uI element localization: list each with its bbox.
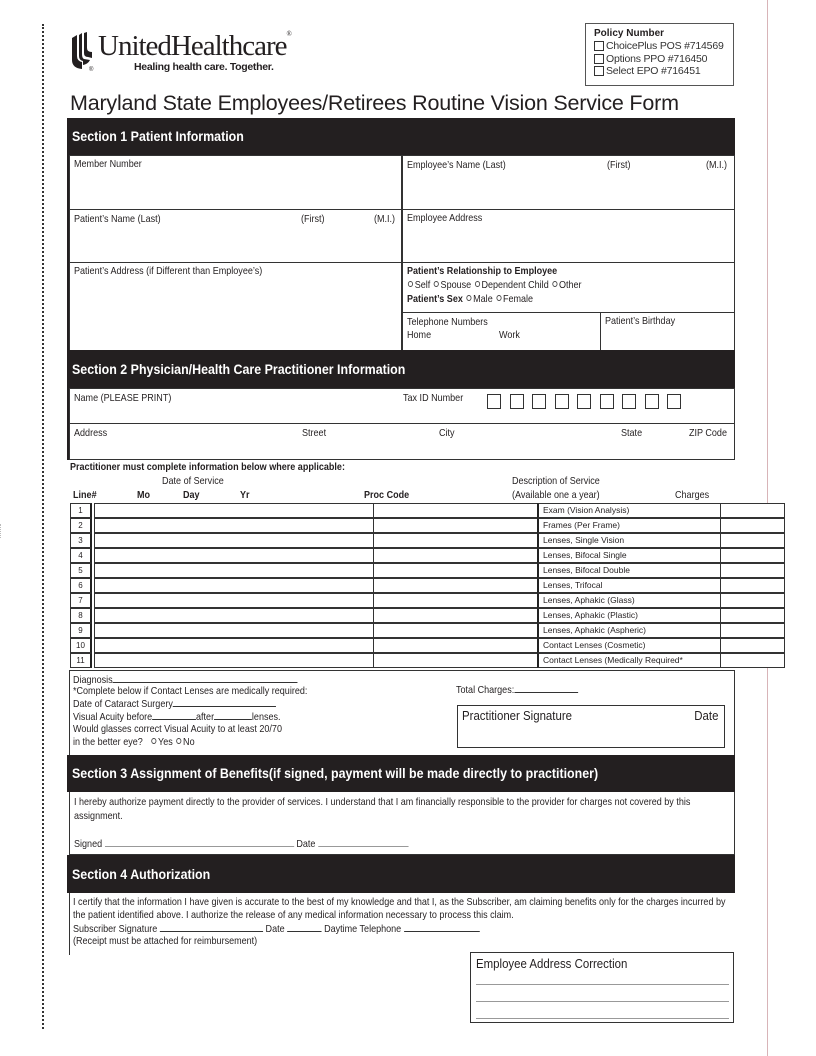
patient-name-field[interactable] <box>69 209 402 263</box>
sex-label: Patient’s Sex <box>407 293 463 305</box>
service-description: Lenses, Single Vision <box>537 533 721 548</box>
service-line-row <box>70 533 735 548</box>
relationship-option-self[interactable] <box>407 279 430 291</box>
daytime-telephone-line[interactable] <box>404 922 480 932</box>
radio-button[interactable] <box>475 281 480 287</box>
section4-date-label: Date <box>265 923 285 935</box>
charges-cell[interactable] <box>720 578 785 593</box>
service-description: Frames (Per Frame) <box>537 518 721 533</box>
radio-button[interactable] <box>434 281 439 287</box>
patient-name-last-label: Patient’s Name (Last) <box>74 213 161 225</box>
checkbox[interactable] <box>594 54 604 64</box>
service-description: Lenses, Bifocal Double <box>537 563 721 578</box>
practitioner-name-field[interactable] <box>69 388 735 424</box>
margin-mark <box>0 524 4 538</box>
description-header: Description of Service <box>512 475 600 487</box>
proc-code-cell[interactable] <box>373 593 538 608</box>
total-charges-line[interactable] <box>514 683 578 693</box>
tax-id-digit-box[interactable] <box>487 394 501 409</box>
proc-code-cell[interactable] <box>373 563 538 578</box>
option-label: Yes <box>158 736 173 748</box>
total-charges-row <box>456 683 578 696</box>
service-description: Lenses, Aphakic (Aspheric) <box>537 623 721 638</box>
glasses-yes-option[interactable] <box>150 736 172 748</box>
option-label: Male <box>473 293 493 305</box>
cataract-label: Date of Cataract Surgery <box>73 698 173 710</box>
tax-id-label: Tax ID Number <box>403 392 464 404</box>
service-line-row <box>70 563 735 578</box>
practitioner-address-field[interactable] <box>69 423 735 460</box>
tax-id-digit-box[interactable] <box>645 394 659 409</box>
proc-code-cell[interactable] <box>373 638 538 653</box>
proc-code-cell[interactable] <box>373 533 538 548</box>
service-line-row <box>70 623 735 638</box>
date-of-service-cell[interactable] <box>94 653 374 668</box>
practitioner-name-label: Name (PLEASE PRINT) <box>74 392 172 404</box>
charges-cell[interactable] <box>720 503 785 518</box>
service-line-row <box>70 608 735 623</box>
relationship-sex-field <box>402 262 735 313</box>
form-title: Maryland State Employees/Retirees Routine Vision Service Form <box>70 91 679 115</box>
section3-sign-row <box>74 837 408 850</box>
radio-button[interactable] <box>151 738 156 744</box>
practitioner-instruction: Practitioner must complete information below where applicable: <box>70 461 345 473</box>
acuity-before-line[interactable] <box>152 710 196 720</box>
patient-address-label: Patient’s Address (if Different than Employee’s) <box>74 265 263 277</box>
radio-button[interactable] <box>408 281 413 287</box>
day-header: Day <box>183 489 200 501</box>
charges-cell[interactable] <box>720 593 785 608</box>
service-description: Lenses, Bifocal Single <box>537 548 721 563</box>
proc-code-cell[interactable] <box>373 548 538 563</box>
sex-option-male[interactable] <box>465 293 492 305</box>
patient-name-first-label: (First) <box>301 213 325 225</box>
policy-option-label: ChoicePlus POS #714569 <box>606 40 724 52</box>
service-line-row <box>70 518 735 533</box>
line-number: 2 <box>70 518 92 533</box>
patient-address-field[interactable] <box>69 262 402 352</box>
registered-mark: ® <box>286 30 291 38</box>
proc-code-cell[interactable] <box>373 578 538 593</box>
service-line-row <box>70 593 735 608</box>
perforation-line <box>42 24 44 1029</box>
street-label: Street <box>302 427 327 439</box>
proc-code-cell[interactable] <box>373 653 538 668</box>
line-number: 3 <box>70 533 92 548</box>
subscriber-signature-label: Subscriber Signature <box>73 923 158 935</box>
date-of-service-cell[interactable] <box>94 638 374 653</box>
tax-id-digit-box[interactable] <box>600 394 614 409</box>
telephone-work-label: Work <box>499 329 520 341</box>
diagnosis-line[interactable] <box>113 673 298 683</box>
line-number: 6 <box>70 578 92 593</box>
zip-label: ZIP Code <box>689 427 727 439</box>
section3-body <box>69 792 735 855</box>
contact-lens-note: *Complete below if Contact Lenses are medically required: <box>73 685 308 697</box>
cataract-line[interactable] <box>173 697 276 707</box>
section4-text: I certify that the information I have given is accurate to the best of my knowledge and that I, as the Subscriber, am claiming benefits only for the charges incurred by the patient identified above. I authorize the release of any medical information necessary to process this claim. <box>73 896 726 921</box>
policy-option-options-ppo[interactable] <box>594 53 733 66</box>
daytime-telephone-label: Daytime Telephone <box>324 923 402 935</box>
cataract-row <box>73 697 276 710</box>
line-header: Line# <box>73 489 97 501</box>
service-line-row <box>70 653 735 668</box>
description-subheader: (Available one a year) <box>512 489 600 501</box>
patient-birthday-field[interactable] <box>600 312 735 352</box>
policy-option-label: Select EPO #716451 <box>606 65 701 77</box>
state-label: State <box>621 427 643 439</box>
address-label: Address <box>74 427 108 439</box>
service-description: Contact Lenses (Medically Required* <box>537 653 721 668</box>
date-of-service-cell[interactable] <box>94 608 374 623</box>
glasses-no-option[interactable] <box>175 736 194 748</box>
service-line-row <box>70 548 735 563</box>
radio-button[interactable] <box>496 295 501 301</box>
employee-name-first-label: (First) <box>607 159 631 171</box>
section3-text: I hereby authorize payment directly to the provider of services. I understand that I am financially responsible to the provider for charges not covered by this assignment. <box>74 796 691 822</box>
line-number: 8 <box>70 608 92 623</box>
address-correction-line[interactable] <box>476 1018 729 1019</box>
tax-id-digit-box[interactable] <box>510 394 524 409</box>
date-of-service-cell[interactable] <box>94 563 374 578</box>
charges-cell[interactable] <box>720 563 785 578</box>
section3-header <box>67 755 735 792</box>
service-description: Contact Lenses (Cosmetic) <box>537 638 721 653</box>
section4-title: Section 4 Authorization <box>72 866 211 882</box>
service-line-row <box>70 578 735 593</box>
policy-number-title: Policy Number <box>594 28 665 39</box>
checkbox[interactable] <box>594 66 604 76</box>
section2-title: Section 2 Physician/Health Care Practitioner Information <box>72 361 406 377</box>
relationship-option-other[interactable] <box>551 279 581 291</box>
signed-line[interactable] <box>105 837 294 847</box>
glasses-question: Would glasses correct Visual Acuity to at least 20/70 <box>73 723 282 735</box>
option-label: No <box>183 736 195 748</box>
radio-button[interactable] <box>552 281 557 287</box>
employee-address-field[interactable] <box>402 209 735 263</box>
line-number: 10 <box>70 638 92 653</box>
section4-left-border <box>69 893 70 955</box>
checkbox[interactable] <box>594 41 604 51</box>
relationship-option-spouse[interactable] <box>433 279 471 291</box>
date-of-service-cell[interactable] <box>94 503 374 518</box>
charges-cell[interactable] <box>720 548 785 563</box>
signed-label: Signed <box>74 838 103 850</box>
option-label: Female <box>502 293 534 305</box>
service-line-row <box>70 638 735 653</box>
total-charges-label: Total Charges: <box>456 684 515 696</box>
glasses-answer-row <box>73 736 195 748</box>
member-number-field[interactable] <box>69 155 402 210</box>
member-number-label: Member Number <box>74 158 142 170</box>
sex-row <box>407 293 685 305</box>
brand-text: UnitedHealthcare <box>98 30 287 62</box>
line-number: 5 <box>70 563 92 578</box>
date-of-service-cell[interactable] <box>94 548 374 563</box>
employee-address-label: Employee Address <box>407 212 483 224</box>
service-description: Lenses, Trifocal <box>537 578 721 593</box>
charges-cell[interactable] <box>720 533 785 548</box>
line-number: 9 <box>70 623 92 638</box>
service-line-row <box>70 503 735 518</box>
tax-id-digit-box[interactable] <box>667 394 681 409</box>
practitioner-signature-label: Practitioner Signature <box>462 708 573 723</box>
employee-name-field[interactable] <box>402 155 735 210</box>
mo-header: Mo <box>137 489 151 501</box>
tax-id-digit-box[interactable] <box>622 394 636 409</box>
section2-header <box>67 350 735 388</box>
charges-header: Charges <box>675 489 710 501</box>
receipt-note: (Receipt must be attached for reimbursement) <box>73 935 258 947</box>
section3-title: Section 3 Assignment of Benefits(if signed, payment will be made directly to practitioner) <box>72 766 599 781</box>
proc-code-cell[interactable] <box>373 503 538 518</box>
brand-name <box>98 30 291 63</box>
acuity-lenses-label: lenses. <box>251 711 281 723</box>
telephone-field[interactable] <box>402 312 601 352</box>
relationship-option-dependent-child[interactable] <box>474 279 549 291</box>
acuity-after-line[interactable] <box>214 710 252 720</box>
employee-name-mi-label: (M.I.) <box>706 159 728 171</box>
option-label: Dependent Child <box>481 279 549 291</box>
diagnosis-label: Diagnosis <box>73 674 113 686</box>
service-description: Lenses, Aphakic (Plastic) <box>537 608 721 623</box>
tax-id-boxes <box>487 394 690 414</box>
line-number: 7 <box>70 593 92 608</box>
date-of-service-header: Date of Service <box>162 475 224 487</box>
proc-code-cell[interactable] <box>373 518 538 533</box>
telephone-label: Telephone Numbers <box>407 316 488 328</box>
option-label: Spouse <box>440 279 472 291</box>
policy-option-select-epo[interactable] <box>594 65 733 78</box>
option-label: Other <box>558 279 582 291</box>
yr-header: Yr <box>240 489 250 501</box>
telephone-home-label: Home <box>407 329 432 341</box>
address-correction-title: Employee Address Correction <box>476 956 628 971</box>
service-description: Lenses, Aphakic (Glass) <box>537 593 721 608</box>
acuity-before-label: Visual Acuity before <box>73 711 153 723</box>
line-number: 4 <box>70 548 92 563</box>
section1-header <box>67 118 735 155</box>
employee-name-last-label: Employee’s Name (Last) <box>407 159 506 171</box>
relationship-label: Patient’s Relationship to Employee <box>407 265 558 277</box>
proc-code-cell[interactable] <box>373 623 538 638</box>
radio-button[interactable] <box>176 738 181 744</box>
tax-id-digit-box[interactable] <box>577 394 591 409</box>
line-number: 1 <box>70 503 92 518</box>
section3-date-label: Date <box>296 838 316 850</box>
charges-cell[interactable] <box>720 623 785 638</box>
address-correction-line[interactable] <box>476 984 729 985</box>
glasses-question-line2: in the better eye? <box>73 736 143 748</box>
subscriber-signature-line[interactable] <box>160 922 263 932</box>
date-of-service-cell[interactable] <box>94 533 374 548</box>
charges-cell[interactable] <box>720 653 785 668</box>
section4-header <box>67 855 735 893</box>
city-label: City <box>439 427 455 439</box>
practitioner-signature-box[interactable] <box>457 705 725 748</box>
patient-birthday-label: Patient’s Birthday <box>605 315 676 327</box>
policy-option-choiceplus[interactable] <box>594 40 733 53</box>
proc-code-header: Proc Code <box>364 489 410 501</box>
policy-number-box <box>585 23 734 86</box>
tax-id-digit-box[interactable] <box>532 394 546 409</box>
practitioner-signature-date-label: Date <box>693 708 718 723</box>
date-of-service-cell[interactable] <box>94 578 374 593</box>
radio-button[interactable] <box>466 295 471 301</box>
date-of-service-cell[interactable] <box>94 518 374 533</box>
section3-date-line[interactable] <box>318 837 408 847</box>
service-description: Exam (Vision Analysis) <box>537 503 721 518</box>
address-correction-box[interactable] <box>470 952 734 1023</box>
section4-date-line[interactable] <box>287 922 321 932</box>
patient-name-mi-label: (M.I.) <box>374 213 396 225</box>
charges-cell[interactable] <box>720 608 785 623</box>
date-of-service-cell[interactable] <box>94 593 374 608</box>
option-label: Self <box>414 279 431 291</box>
date-of-service-cell[interactable] <box>94 623 374 638</box>
charges-cell[interactable] <box>720 518 785 533</box>
acuity-row <box>73 710 281 723</box>
uhc-shield-logo-icon <box>70 32 94 70</box>
section1-title: Section 1 Patient Information <box>72 129 244 144</box>
sex-option-female[interactable] <box>495 293 533 305</box>
line-number: 11 <box>70 653 92 668</box>
relationship-options <box>407 279 685 291</box>
tax-id-digit-box[interactable] <box>555 394 569 409</box>
acuity-after-label: after <box>196 711 215 723</box>
brand-tagline: Healing health care. Together. <box>134 61 274 73</box>
proc-code-cell[interactable] <box>373 608 538 623</box>
charges-cell[interactable] <box>720 638 785 653</box>
policy-option-label: Options PPO #716450 <box>606 52 708 65</box>
subscriber-sign-row <box>73 922 479 935</box>
address-correction-line[interactable] <box>476 1001 729 1002</box>
logo-registered-mark: ® <box>89 67 94 73</box>
